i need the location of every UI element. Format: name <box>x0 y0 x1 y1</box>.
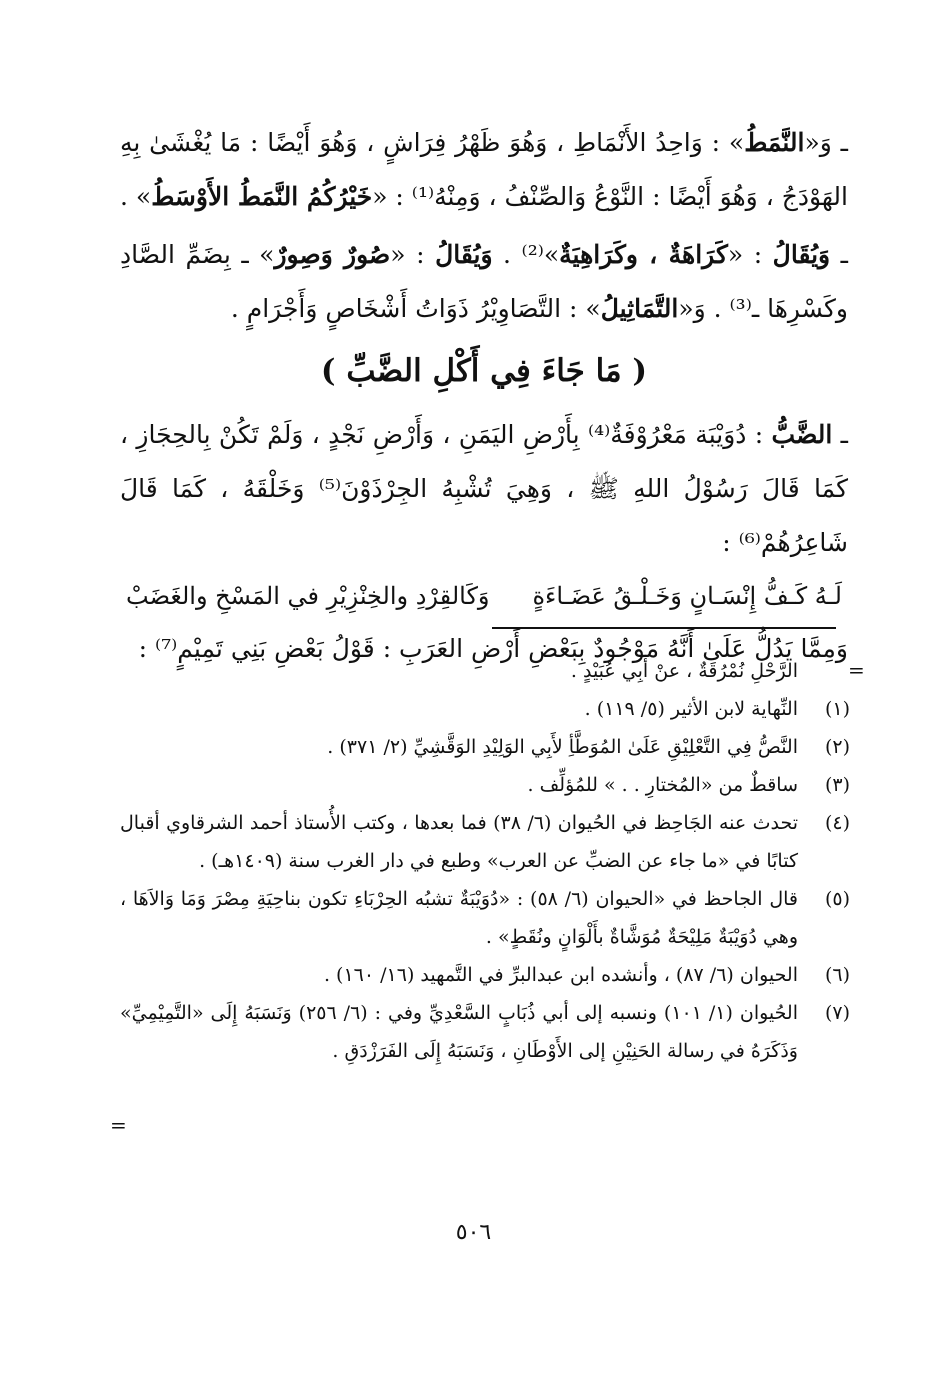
poetry-verse <box>120 570 848 622</box>
footnote-1 <box>120 690 850 728</box>
footnote-text: قال الجاحظ في «الحيوان (٦/ ٥٨) : «دُوَيْبَةٌ تشبُه الحِرْبَاءِ تكون بناحِيَةِ مِصْرَ وَمَا وَالاَهَا ، وهي دُوَيْبَةٌ مَلِيْحَةٌ مُوَشَّاةٌ بأَلْوَانٍ ونُقَطٍ» . <box>120 888 798 948</box>
footnote-5 <box>120 880 850 956</box>
footnotes <box>120 652 850 1070</box>
bold-term: وَيُقَالُ <box>435 240 493 269</box>
footnote-text: تحدث عنه الجَاحِظ في الحُيوان (٦/ ٣٨) فما بعدها ، وكتب الأُستاذ أحمد الشرقاوي أقبال كتابًا في «ما جاء عن الضبِّ عن العرب» وطبع في دار الغرب سنة (١٤٠٩هـ) . <box>120 812 799 872</box>
paragraph-karaha <box>120 228 848 336</box>
footnote-number: (١) <box>824 698 850 720</box>
footnote-text: الحُيوان (١/ ١٠١) ونسبه إلى أبي ذُبَابٍ السَّعْدِيِّ وفي : (٦/ ٢٥٦) وَنَسَبَهُ إِلَى «التَّمِيْمِيِّ» وَذَكَرَهُ في رسالة الحَنِيْنِ إلى الأَوْطَانِ ، وَنَسَبَهُ إِلَى الفَرَزْدَقِ . <box>120 1002 798 1062</box>
footnote-4 <box>120 804 850 880</box>
bold-term: كَرَاهَةٌ ، وكَرَاهِيَةٌ <box>559 240 728 269</box>
continuation-end-mark: = <box>110 1113 127 1137</box>
bold-term: النَّمَطُ <box>744 128 805 157</box>
text-run: » : التَّصَاوِيْرُ ذَوَاتُ أَشْخَاصٍ وَأَجْرَامٍ . <box>230 294 601 323</box>
footnote-continuation <box>120 652 850 690</box>
paragraph-evidence: وَمِمَّا يَدُلُّ عَلَىٰ أَنَّهُ مَوْجُودٌ بِبَعْضِ أَرْضِ العَرَبِ : قَوْلُ بَعْضِ بَنِي تَمِيْمٍ⁽⁷⁾ : <box>138 634 848 663</box>
text-run: » ـ بِضَمِّ الصَّادِ وكَسْرِهَا ـ⁽³⁾ . وَ« <box>120 240 848 323</box>
text-run: »⁽²⁾ . <box>492 240 560 269</box>
text-run: » . <box>120 182 152 211</box>
footnote-number: (٧) <box>824 1002 850 1024</box>
footnote-text: النِّهاية لابن الأثير (٥/ ١١٩) . <box>584 698 798 720</box>
footnote-number: (٤) <box>824 812 850 834</box>
verse-second-hemistich: وَكَالقِرْدِ والخِنْزِيْرِ في المَسْخِ والغَضَبْ <box>126 582 490 610</box>
footnote-text: الرَّحْلِ نُمْرُقَةٌ ، عنْ أَبِي عُبَيْدٍ . <box>570 660 798 682</box>
footnote-6 <box>120 956 850 994</box>
footnote-text: الحيوان (٦/ ٨٧) ، وأنشده ابن عبدالبرِّ في التَّمهيد (١٦/ ١٦٠) . <box>323 964 798 986</box>
footnote-7 <box>120 994 850 1070</box>
text-run: : « <box>390 240 436 269</box>
footnote-text: ساقطٌ من «المُختارِ . . » للمُؤلِّف . <box>527 774 798 796</box>
footnote-text: النَّصُّ فِي التَّعْلِيْقِ عَلَىٰ المُوَطَّأِ لأَبِي الوَلِيْدِ الوَقَّشِيِّ (٢/ ٣٧١) . <box>327 736 798 758</box>
page-number: ٥٠٦ <box>455 1220 492 1245</box>
main-text <box>120 116 848 676</box>
footnote-3 <box>120 766 850 804</box>
bold-term: صُورٌ وَصِورٌ <box>274 240 391 269</box>
bold-term: الضَّبُّ <box>771 420 833 449</box>
text-run: : دُوَيْبَة مَعْرُوْفَةٌ⁽⁴⁾ بِأَرْضِ اليَمَنِ ، وَأَرْضِ نَجْدٍ ، وَلَمْ تَكُنْ بِالحِجَازِ ، كَمَا قَالَ رَسُوْلُ اللهِ ﷺ ، وَهِيَ تُشْبِهُ الجِرْذَوْنَ⁽⁵⁾ وَخَلْقَهُ ، كَمَا قَالَ شَاعِرُهُمْ⁽⁶⁾ : <box>120 420 849 557</box>
paragraph-dabb <box>120 408 848 570</box>
footnote-2 <box>120 728 850 766</box>
footnote-number: (٢) <box>824 736 850 758</box>
section-heading: ( مَا جَاءَ فِي أَكْلِ الضَّبِّ ) <box>320 353 648 389</box>
verse-first-hemistich: لَـهُ كَـفُّ إِنْسَـانٍ وَخَـلْـقُ عَضَـاءَةٍ <box>532 582 842 610</box>
text-run: ـ <box>830 240 848 269</box>
text-run: ـ <box>832 420 848 449</box>
footnote-number: (٦) <box>824 964 850 986</box>
text-run: ـ وَ« <box>804 128 848 157</box>
footnote-number: (٥) <box>824 888 850 910</box>
text-run: : « <box>727 240 773 269</box>
bold-term: التَّمَاثِيلُ <box>600 294 679 323</box>
bold-term: خَيْرُكُمُ النَّمَطُ الأَوْسَطُ <box>151 182 373 211</box>
footnote-number: (٣) <box>824 774 850 796</box>
text-run: » : وَاحِدُ الأَنْمَاطِ ، وَهُوَ ظَهْرُ فِرَاشٍ ، وَهُوَ أَيْضًا : مَا يُغْشَىٰ بِهِ الهَوْدَجُ ، وَهُوَ أَيْضًا : النَّوْعُ وَالصِّنْفُ ، وَمِنْهُ⁽¹⁾ : « <box>120 128 848 211</box>
footnote-separator <box>492 627 836 629</box>
continuation-mark: = <box>848 658 865 682</box>
paragraph-namat <box>120 116 848 224</box>
bold-term: وَيُقَالُ <box>772 240 831 269</box>
